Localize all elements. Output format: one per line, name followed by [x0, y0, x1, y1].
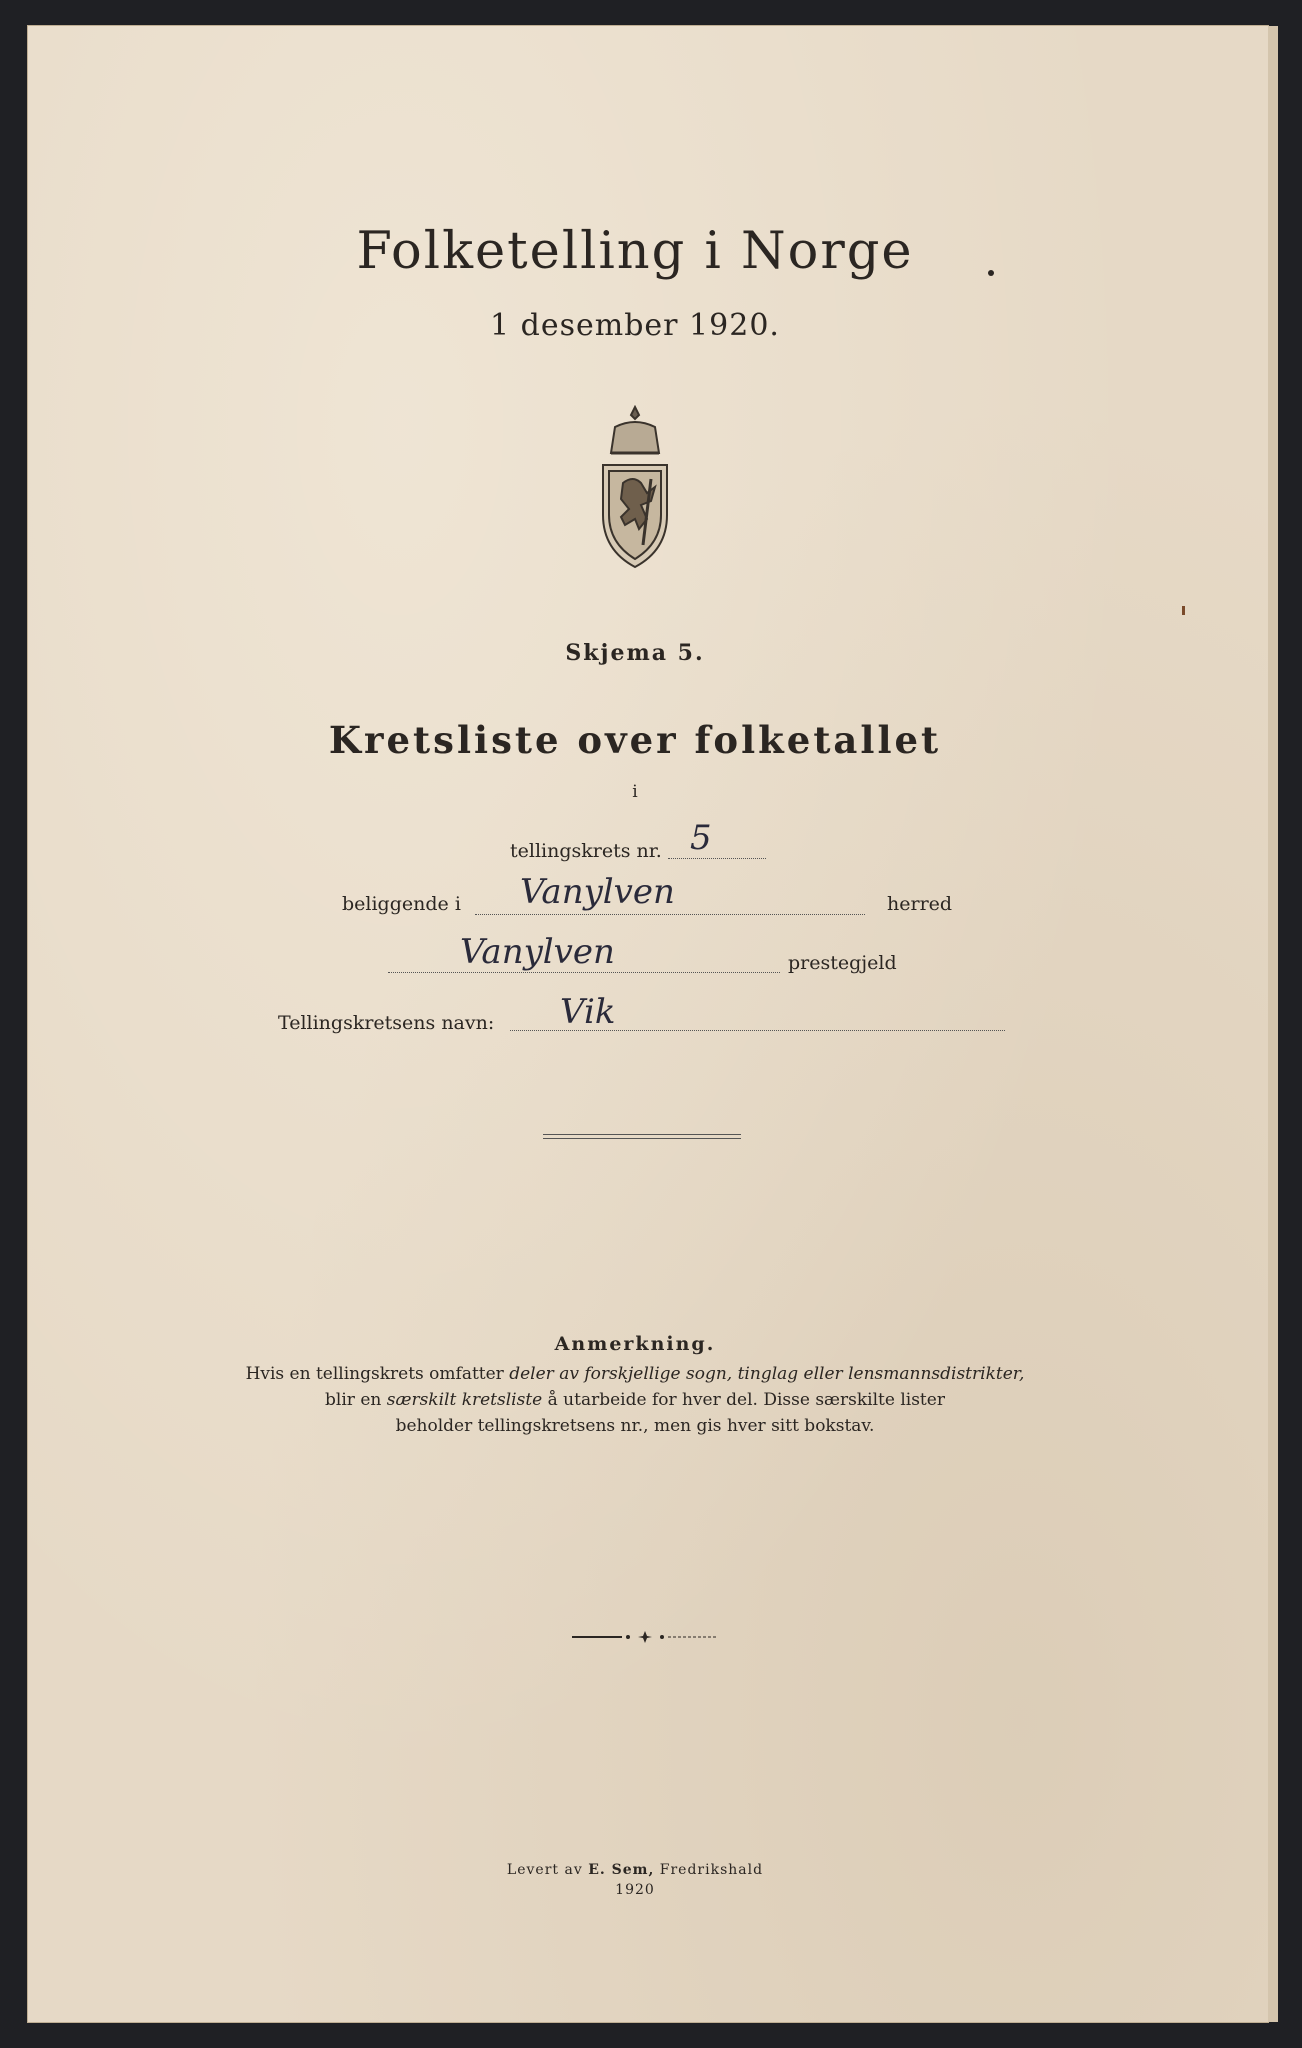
herred-value: Vanylven — [520, 872, 675, 912]
herred-line — [475, 914, 865, 915]
divider-rule-bottom — [543, 1138, 741, 1139]
conjunction-text: i — [632, 782, 638, 802]
note-line-3: beholder tellingskretsens nr., men gis hver sitt bokstav. — [395, 1416, 875, 1436]
note-heading: Anmerkning. — [554, 1333, 716, 1355]
stray-dot — [988, 270, 994, 276]
printer-year: 1920 — [615, 1882, 655, 1898]
herred-label: herred — [887, 893, 953, 915]
form-title: Folketelling i Norge — [356, 222, 914, 281]
note-line-1-italic: deler av forskjellige sogn, tinglag eller lensmannsdistrikter, — [509, 1364, 1025, 1384]
printer-line — [0, 1862, 1270, 1878]
krets-nr-label: tellingskrets nr. — [510, 840, 662, 862]
divider-ornament-icon — [570, 1630, 720, 1644]
beliggende-label: beliggende i — [342, 893, 461, 915]
schema-label: Skjema 5. — [565, 640, 705, 666]
prestegjeld-value: Vanylven — [460, 932, 615, 972]
norwegian-coat-of-arms-icon — [585, 405, 685, 570]
note-line-1 — [0, 1364, 1270, 1384]
note-line-2-text-a: blir en — [325, 1390, 387, 1410]
krets-nr-line — [668, 858, 766, 859]
navn-label: Tellingskretsens navn: — [278, 1012, 495, 1034]
prestegjeld-line — [388, 972, 780, 973]
ink-mark — [1182, 606, 1185, 615]
divider-rule-top — [543, 1134, 741, 1135]
krets-nr-value: 5 — [690, 818, 712, 858]
form-heading: Kretsliste over folketallet — [328, 718, 942, 762]
note-line-2-text-c: å utarbeide for hver del. Disse særskilte lister — [542, 1390, 945, 1410]
printer-place: Fredrikshald — [654, 1862, 764, 1878]
note-line-2 — [0, 1390, 1270, 1410]
note-line-1-text: Hvis en tellingskrets omfatter — [245, 1364, 510, 1384]
printer-prefix: Levert av — [506, 1862, 589, 1878]
navn-value: Vik — [560, 992, 616, 1032]
note-line-2-italic: særskilt kretsliste — [386, 1390, 543, 1410]
printer-name: E. Sem, — [588, 1862, 655, 1878]
prestegjeld-label: prestegjeld — [788, 952, 897, 974]
form-date: 1 desember 1920. — [490, 308, 780, 343]
